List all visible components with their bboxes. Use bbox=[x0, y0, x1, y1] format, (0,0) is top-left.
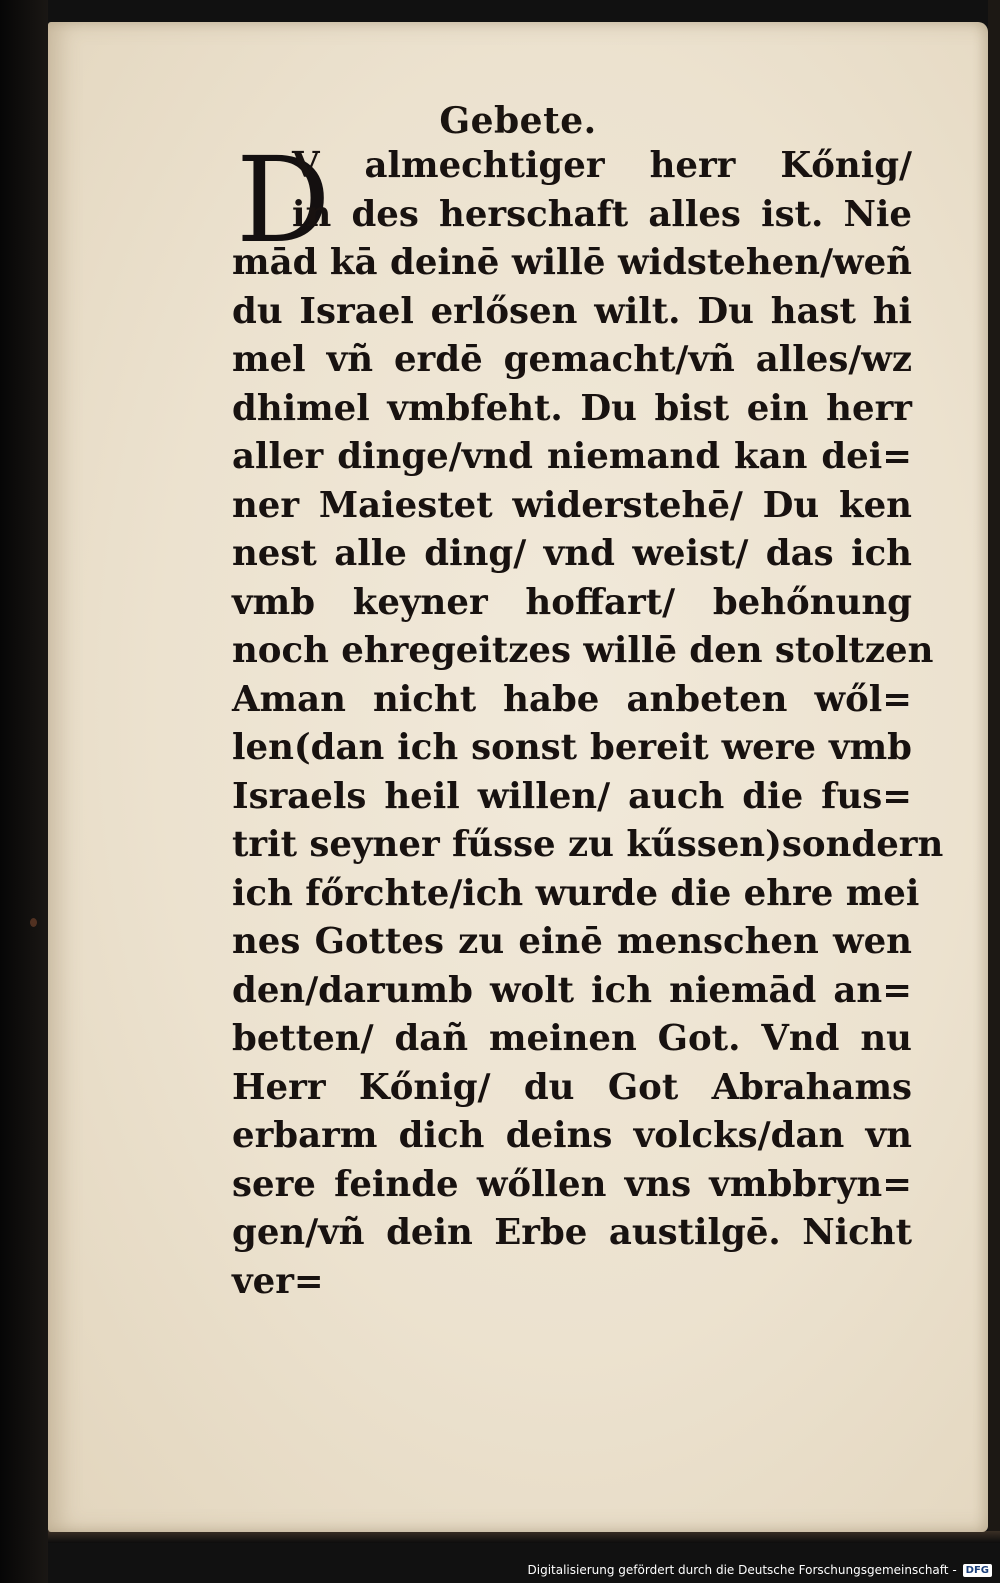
text-line: gen/vñ dein Erbe austilgē. Nicht bbox=[232, 1212, 912, 1253]
text-line: ner Maiestet widerstehē/ Du ken bbox=[232, 484, 912, 526]
text-line: den/darumb wolt ich niemād an= bbox=[232, 969, 912, 1011]
drop-initial: D bbox=[236, 131, 331, 269]
book-right-edge bbox=[988, 0, 1000, 1540]
running-head: Gebete. bbox=[439, 100, 597, 142]
text-line: noch ehregeitzes willē den stoltzen bbox=[232, 630, 934, 671]
text-line: erbarm dich deins volcks/dan vn bbox=[232, 1115, 912, 1156]
text-line: mād kā deinē willē widstehen/weñ bbox=[232, 242, 912, 283]
text-line: du Israel erlősen wilt. Du hast hi bbox=[232, 290, 912, 332]
text-line: nes Gottes zu einē menschen wen bbox=[232, 921, 912, 962]
text-line: Aman nicht habe anbeten wől= bbox=[232, 678, 912, 720]
text-line: ich főrchte/ich wurde die ehre mei bbox=[232, 872, 920, 914]
dfg-logo-icon[interactable]: DFG bbox=[963, 1564, 992, 1577]
catchword: ver= bbox=[232, 1260, 324, 1302]
digitization-credit bbox=[528, 1563, 993, 1577]
text-line: len(dan ich sonst bereit were vmb bbox=[232, 727, 912, 768]
book-bottom-edge bbox=[48, 1531, 1000, 1543]
text-line: mel vñ erdē gemacht/vñ alles/wz bbox=[232, 339, 912, 380]
ink-smudge bbox=[30, 918, 37, 927]
text-line: trit seyner fűsse zu kűssen)sondern bbox=[232, 824, 944, 865]
text-line: Israels heil willen/ auch die fus= bbox=[232, 775, 912, 817]
text-line: nest alle ding/ vnd weist/ das ich bbox=[232, 533, 912, 574]
text-line: in des herschaft alles ist. Nie bbox=[292, 193, 912, 235]
text-line: dhimel vmbfeht. Du bist ein herr bbox=[232, 387, 912, 429]
book-binding-shadow bbox=[0, 0, 48, 1583]
text-line: Herr Kőnig/ du Got Abrahams bbox=[232, 1066, 912, 1108]
text-line: V almechtiger herr Kőnig/ bbox=[292, 145, 912, 186]
text-line: betten/ dañ meinen Got. Vnd nu bbox=[232, 1018, 912, 1059]
text-block bbox=[232, 131, 944, 1306]
credit-text: Digitalisierung gefördert durch die Deutsche Forschungsgemeinschaft - bbox=[527, 1563, 957, 1577]
text-line: aller dinge/vnd niemand kan dei= bbox=[232, 436, 912, 477]
text-line: vmb keyner hoffart/ behőnung bbox=[232, 581, 912, 623]
text-line: sere feinde wőllen vns vmbbryn= bbox=[232, 1163, 912, 1205]
